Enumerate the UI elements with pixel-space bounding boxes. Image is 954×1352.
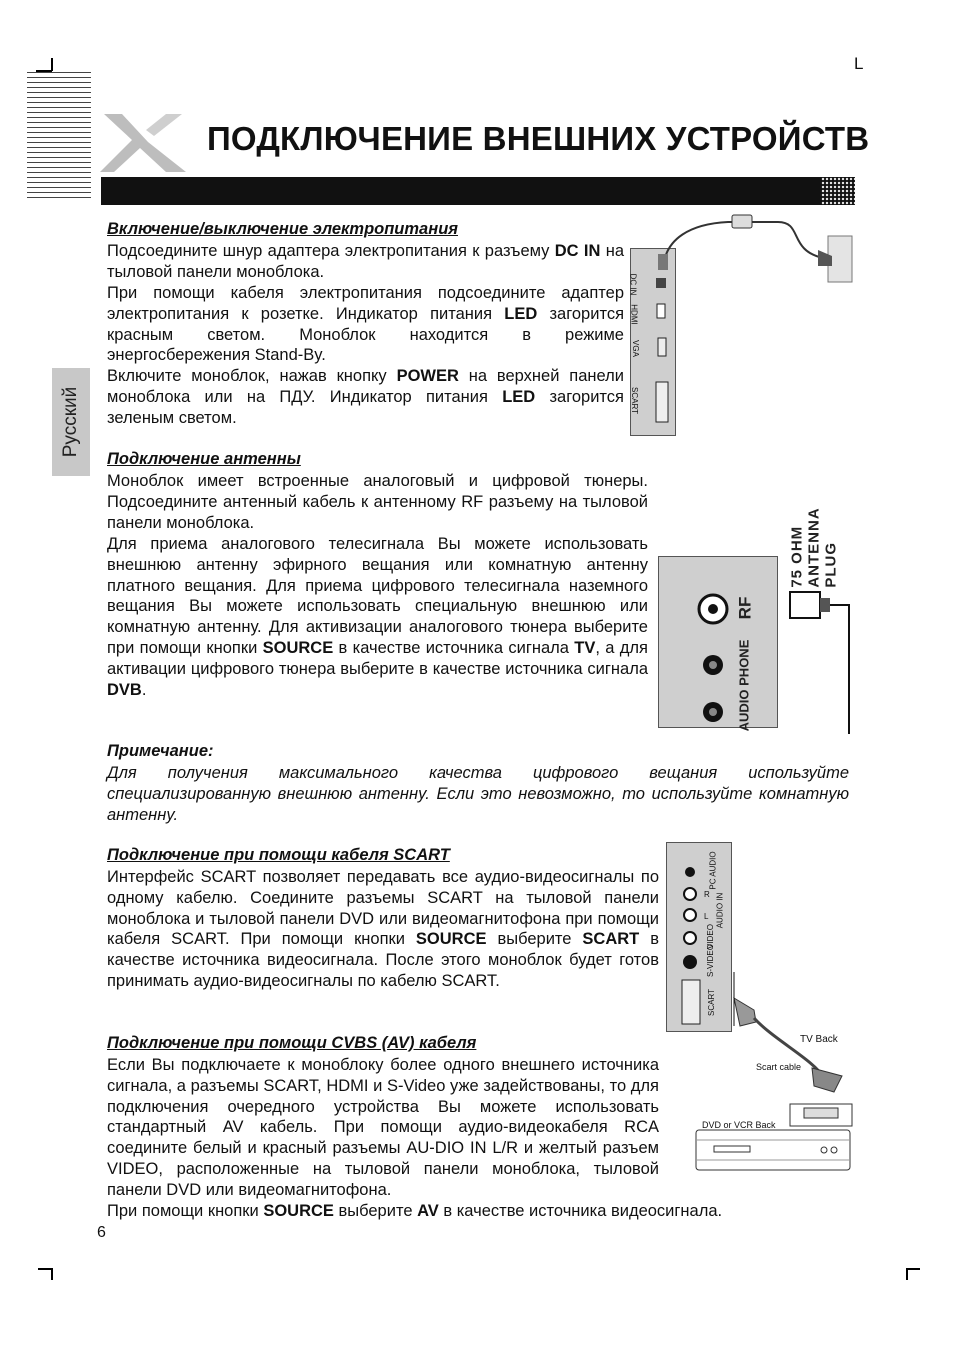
antenna-p2-bold-tv: TV: [574, 638, 596, 657]
scart-label-l: L: [704, 912, 709, 921]
crop-mark-bottom-right-h: [906, 1268, 920, 1270]
power-paragraph-1: [107, 241, 624, 283]
antenna-heading: Подключение антенны: [107, 450, 301, 468]
crop-mark-bottom-left-v: [51, 1268, 53, 1280]
scart-p1-bold-source: SOURCE: [415, 930, 487, 949]
power-p3-text-c: на верхней панели моноблока или на ПДУ. Индикатор питания: [107, 367, 624, 406]
antenna-plug-label: [789, 507, 840, 587]
callout-scart-cable: Scart cable: [756, 1062, 802, 1072]
power-paragraph-2: [107, 283, 624, 366]
antenna-p2-bold-source: SOURCE: [262, 638, 334, 657]
power-paragraph-3: [107, 366, 624, 428]
power-p3-text-a: Включите моноблок, нажав кнопку: [107, 367, 397, 385]
power-p2-text-a: При помощи кабеля электропитания подсоедините адаптер электропитания к розетке. Индикатор питания: [107, 284, 624, 323]
note-heading: Примечание:: [107, 742, 214, 760]
plug-label-line-3: PLUG: [822, 542, 840, 588]
power-label-dcin: DC IN: [628, 273, 638, 296]
cvbs-paragraph-2: [107, 1201, 807, 1222]
power-label-vga: VGA: [630, 340, 640, 357]
cvbs-p2-bold-av: AV: [417, 1202, 439, 1220]
header-stripes: [27, 72, 91, 202]
antenna-panel-figure: [656, 476, 852, 734]
antenna-label-rf: RF: [735, 596, 755, 620]
power-p1-text-a: Подсоедините шнур адаптера электропитания к разъему: [107, 242, 555, 260]
power-p3-text-e: загорится зеленым светом.: [107, 387, 624, 427]
antenna-p2-text-c: в качестве источника сигнала: [333, 638, 575, 657]
cvbs-p2-bold-source: SOURCE: [263, 1202, 334, 1220]
power-panel-figure: [628, 210, 856, 438]
antenna-p2-text-g: .: [141, 680, 147, 699]
cvbs-p2-text-c: выберите: [333, 1202, 418, 1220]
power-p1-text-c: на тыловой панели моноблока.: [107, 242, 625, 281]
power-panel-drawing: [628, 210, 856, 438]
power-p3-bold-power: POWER: [396, 367, 459, 385]
scart-label-scart: SCART: [706, 989, 716, 1016]
power-label-hdmi: HDMI: [629, 304, 639, 325]
scart-heading: Подключение при помощи кабеля SCART: [107, 846, 450, 864]
antenna-p2-text-a: Для приема аналогового телесигнала Вы можете использовать внешнюю антенну эфирного вещания или комнатную антенну платного вещания. Для приема цифрового телесигнала наземного вещания Вы можете использовать специальную внешнюю или комнатную антенну. Для активизации аналогового тюнера выберите при помощи кнопки: [107, 535, 648, 657]
cvbs-p2-text-e: в качестве источника видеосигнала.: [438, 1202, 723, 1220]
power-label-scart: SCART: [629, 387, 639, 414]
note-text: Для получения максимального качества цифрового вещания используйте специализированную внешнюю антенну. Если это невозможно, то используйте комнатную антенну.: [107, 764, 849, 824]
corner-mark: L: [854, 54, 864, 73]
cvbs-paragraph-1: Если Вы подключаете к моноблоку более одного внешнего источника сигнала, а разъемы SCART, HDMI и S-Video уже задействованы, то для подключения очередного устройства Вы можете использовать стандартный AV кабель. При помощи аудио-видеокабеля RCA соедините белый и красный разъемы AU-DIO IN L/R и желтый разъем VIDEO, расположенные на тыловой панели моноблока, тыловой панели DVD или видеомагнитофона.: [107, 1056, 659, 1199]
scart-label-r: R: [704, 890, 710, 899]
antenna-p2-text-e: , а для активации цифрового тюнера выберите в качестве источника сигнала: [107, 638, 648, 678]
scart-p1-text-e: в качестве источника видеосигнала. После этого моноблок будет готов принимать аудио-видеосигналы по кабелю SCART.: [107, 930, 659, 990]
cvbs-p2-text-a: При помощи кнопки: [107, 1202, 264, 1220]
antenna-paragraph-1: Моноблок имеет встроенные аналоговый и цифровой тюнеры. Подсоедините антенный кабель к антенному RF разъему на тыловой панели моноблока.: [107, 472, 648, 532]
title-bar-dots: [821, 177, 855, 205]
scart-label-video: VIDEO: [705, 924, 715, 949]
power-p1-bold-dcin: DC IN: [554, 242, 601, 260]
scart-p1-bold-scart: SCART: [582, 930, 640, 949]
antenna-paragraph-2: [107, 534, 648, 700]
scart-label-s-video: S-VIDEO: [705, 944, 715, 977]
antenna-label-audio-phone: AUDIO PHONE: [736, 639, 752, 732]
scart-paragraph: [107, 867, 659, 992]
power-p2-bold-led: LED: [504, 304, 538, 323]
callout-dvd-vcr-back: DVD or VCR Back: [702, 1120, 776, 1130]
power-p3-bold-led: LED: [502, 387, 536, 406]
title-bar: [101, 177, 855, 205]
scart-label-pc-audio: PC AUDIO: [708, 851, 718, 890]
brand-x-logo: [96, 108, 196, 178]
language-tab: [52, 368, 90, 476]
callout-tv-back: TV Back: [800, 1034, 838, 1045]
scart-p1-text-a: Интерфейс SCART позволяет передавать все аудио-видеосигналы по одному кабелю. Соедините разъемы SCART на тыловой панели моноблока и тыловой панели DVD или видеомагнитофона при помощи кабеля SCART. При помощи кнопки: [107, 868, 659, 949]
plug-label-line-2: ANTENNA: [805, 507, 823, 588]
crop-mark-bottom-right-v: [906, 1268, 908, 1280]
power-heading: Включение/выключение электропитания: [107, 220, 458, 238]
cvbs-heading: Подключение при помощи CVBS (AV) кабеля: [107, 1034, 477, 1052]
plug-label-line-1: 75 OHM: [788, 525, 806, 588]
page-number: 6: [97, 1224, 106, 1241]
scart-label-audio-in: AUDIO IN: [715, 892, 725, 929]
page-title: ПОДКЛЮЧЕНИЕ ВНЕШНИХ УСТРОЙСТВ: [207, 120, 870, 157]
scart-p1-text-c: выберите: [486, 930, 583, 949]
scart-panel-figure: [664, 840, 854, 1176]
crop-mark-bottom-left-h: [38, 1268, 52, 1270]
crop-mark-top-left-v: [51, 58, 53, 71]
language-tab-label: Русский: [60, 386, 81, 458]
power-p2-text-c: загорится красным светом. Моноблок находится в режиме энергосбережения Stand-By.: [107, 304, 625, 365]
antenna-p2-bold-dvb: DVB: [107, 680, 142, 699]
